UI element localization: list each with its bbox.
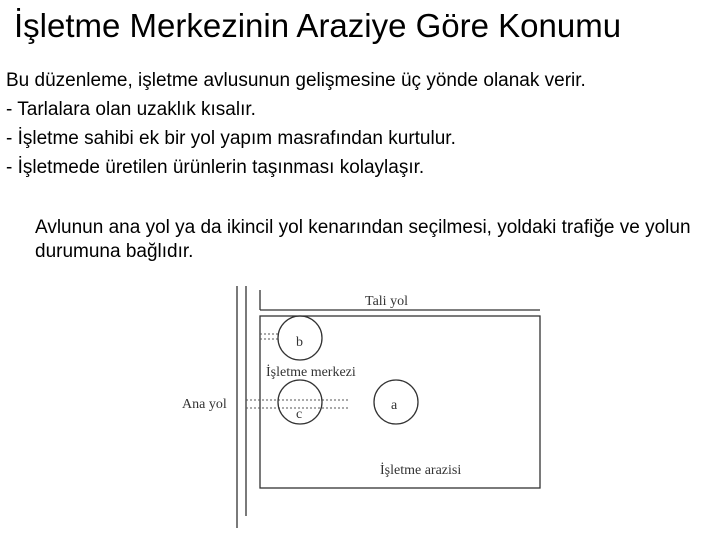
slide-title: İşletme Merkezinin Araziye Göre Konumu <box>14 7 622 44</box>
farm-layout-diagram <box>170 278 550 528</box>
bullet-item: - İşletmede üretilen ürünlerin taşınması kolaylaşır. <box>6 157 425 178</box>
main-road-label: Ana yol <box>182 397 227 412</box>
secondary-road-label: Tali yol <box>365 294 408 309</box>
intro-line: Bu düzenleme, işletme avlusunun gelişmesine üç yönde olanak verir. <box>6 70 586 91</box>
circle-b-label: b <box>296 335 303 350</box>
bullet-item: - Tarlalara olan uzaklık kısalır. <box>6 99 256 120</box>
body-paragraph: Avlunun ana yol ya da ikincil yol kenarından seçilmesi, yoldaki trafiğe ve yolun durumuna bağlıdır. <box>35 217 691 262</box>
circle-a-label: a <box>391 398 398 413</box>
farm-land-label: İşletme arazisi <box>380 463 462 478</box>
farm-center-label: İşletme merkezi <box>266 365 356 380</box>
bullet-list <box>6 66 716 182</box>
bullet-item: - İşletme sahibi ek bir yol yapım masrafından kurtulur. <box>6 128 456 149</box>
circle-c-label: c <box>296 407 303 422</box>
diagram-svg <box>170 278 550 528</box>
